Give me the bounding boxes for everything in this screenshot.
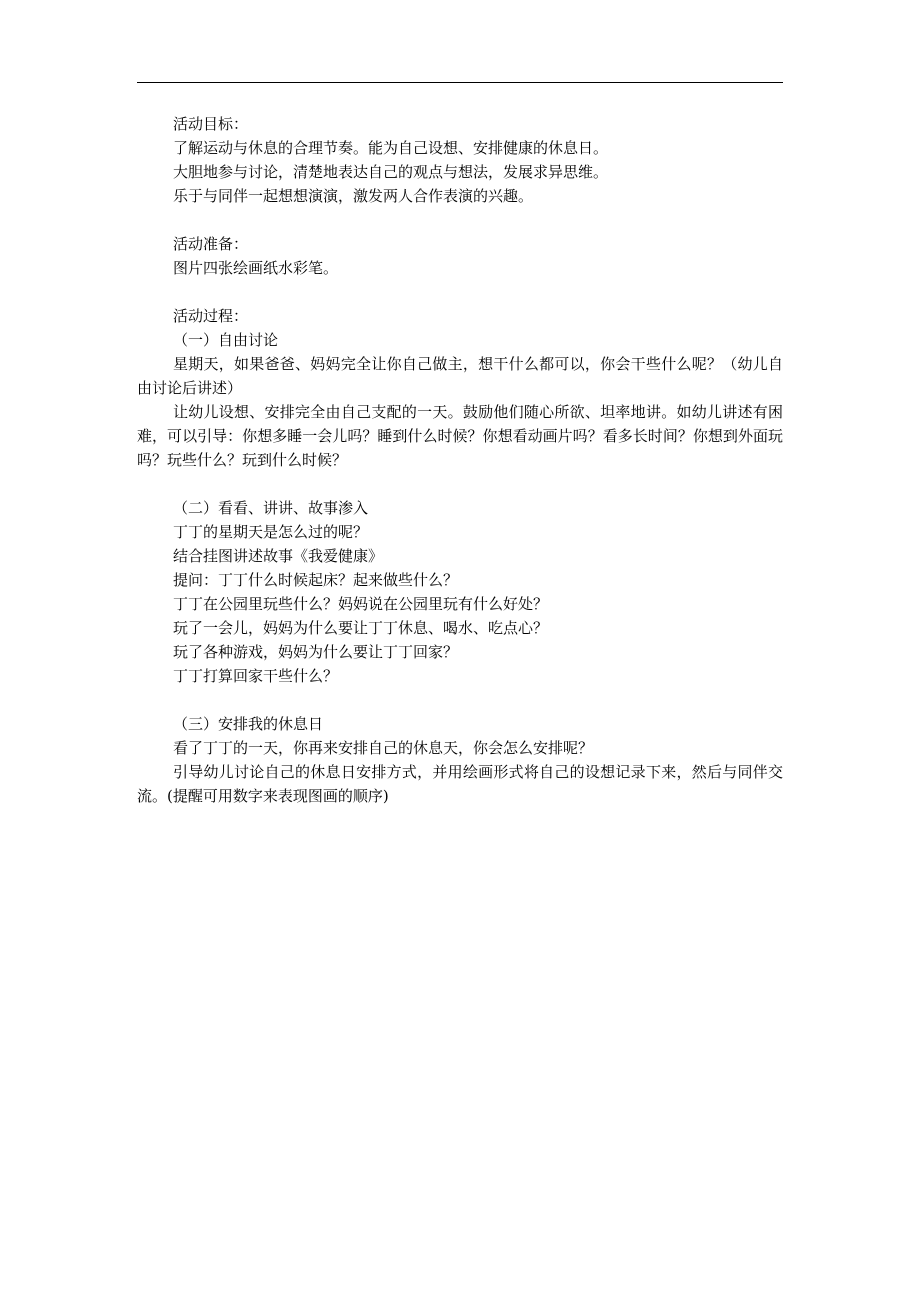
goal-item: 大胆地参与讨论，清楚地表达自己的观点与想法，发展求异思维。	[173, 163, 609, 181]
section-title: （二）看看、讲讲、故事渗入	[173, 499, 369, 517]
paragraph: 让幼儿设想、安排完全由自己支配的一天。鼓励他们随心所欲、坦率地讲。如幼儿讲述有困难，可以引导：你想多睡一会儿吗？睡到什么时候？你想看动画片吗？看多长时间？你想到外面玩吗？玩些什么？玩到什么时候？	[137, 403, 783, 469]
question-line: 玩了一会儿，妈妈为什么要让丁丁休息、喝水、吃点心？	[173, 619, 549, 637]
prep-text: 图片四张绘画纸水彩笔。	[173, 259, 339, 277]
section-title: （三）安排我的休息日	[173, 715, 324, 733]
question-line: 丁丁的星期天是怎么过的呢？	[173, 523, 369, 541]
section-title: （一）自由讨论	[173, 331, 279, 349]
document-body	[137, 112, 783, 808]
paragraph: 星期天，如果爸爸、妈妈完全让你自己做主，想干什么都可以，你会干些什么呢？（幼儿自由讨论后讲述）	[137, 355, 783, 397]
question-line: 玩了各种游戏，妈妈为什么要让丁丁回家？	[173, 643, 459, 661]
goals-heading: 活动目标：	[173, 115, 249, 133]
question-line: 提问：丁丁什么时候起床？起来做些什么？	[173, 571, 459, 589]
goal-item: 乐于与同伴一起想想演演，激发两人合作表演的兴趣。	[173, 187, 534, 205]
goal-item: 了解运动与休息的合理节奏。能为自己设想、安排健康的休息日。	[173, 139, 609, 157]
prep-heading: 活动准备：	[173, 235, 249, 253]
question-line: 看了丁丁的一天，你再来安排自己的休息天，你会怎么安排呢？	[173, 739, 594, 757]
question-line: 结合挂图讲述故事《我爱健康》	[173, 547, 384, 565]
header-rule	[137, 82, 783, 83]
question-line: 丁丁在公园里玩些什么？妈妈说在公园里玩有什么好处？	[173, 595, 549, 613]
process-heading: 活动过程：	[173, 307, 249, 325]
paragraph: 引导幼儿讨论自己的休息日安排方式，并用绘画形式将自己的设想记录下来，然后与同伴交流。(提醒可用数字来表现图画的顺序)	[137, 763, 783, 805]
question-line: 丁丁打算回家干些什么？	[173, 667, 339, 685]
